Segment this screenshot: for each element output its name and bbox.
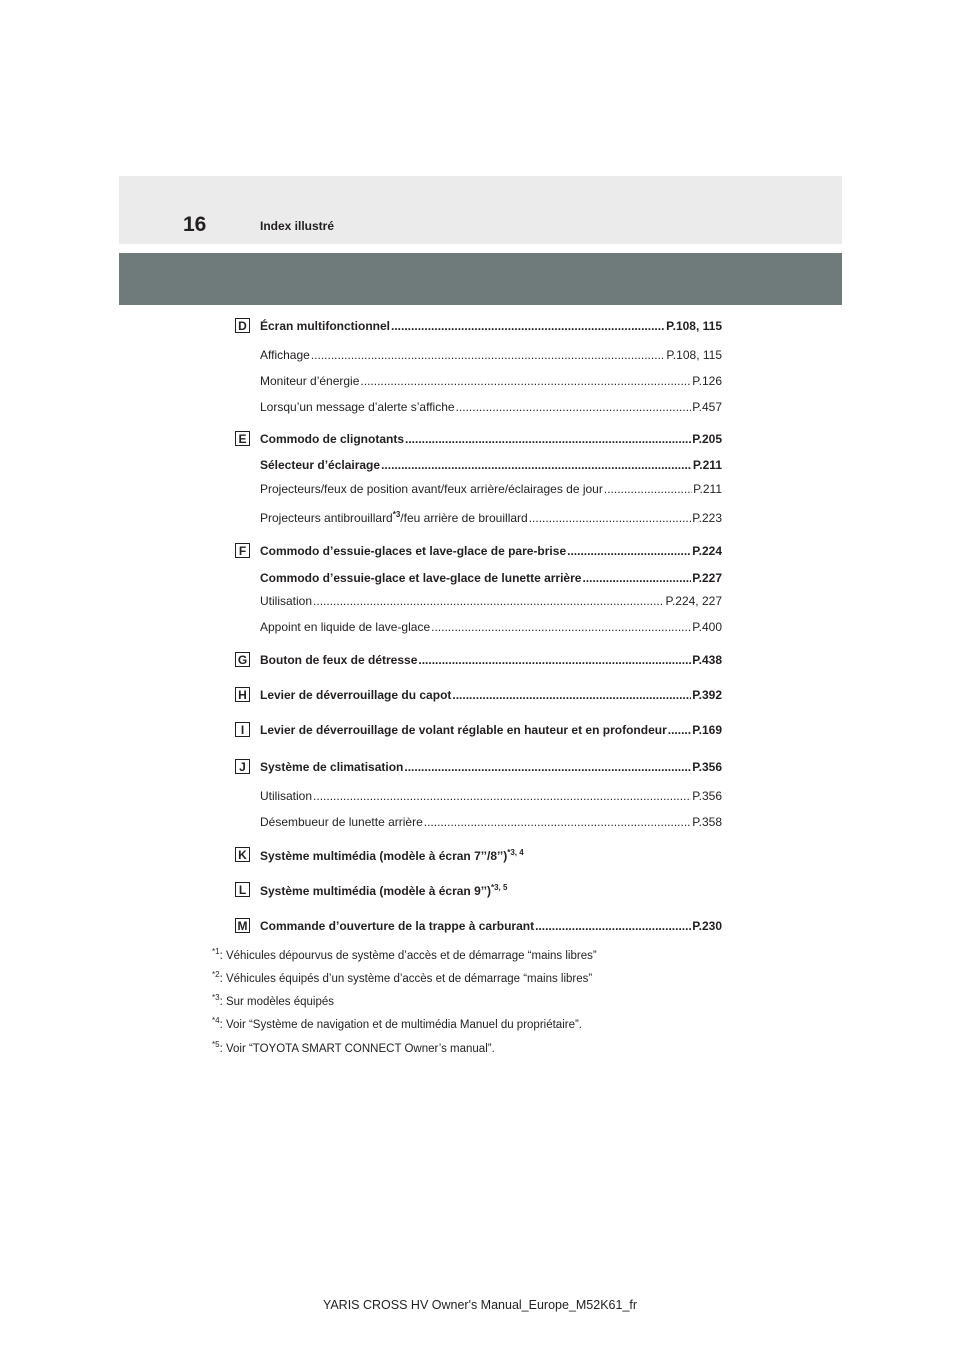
entry-label: Désembueur de lunette arrière xyxy=(260,815,423,829)
section-letter-badge: M xyxy=(235,918,250,933)
index-entry[interactable] xyxy=(260,688,722,702)
index-entry[interactable] xyxy=(260,620,722,634)
footnote xyxy=(212,1016,582,1031)
page-reference-link[interactable]: P.108, 115 xyxy=(666,319,722,333)
section-letter-badge: I xyxy=(235,722,250,737)
index-entry[interactable] xyxy=(260,458,722,472)
footnote-marker: *3 xyxy=(392,510,401,519)
footnote-marker: *2 xyxy=(212,970,220,979)
index-entry[interactable] xyxy=(260,723,722,737)
entry-label: Sélecteur d’éclairage xyxy=(260,458,381,472)
index-entry[interactable] xyxy=(260,815,722,829)
leader-dots xyxy=(431,620,691,634)
footnote-marker: *3, 4 xyxy=(507,848,524,857)
leader-dots xyxy=(668,723,691,737)
leader-dots xyxy=(567,544,691,558)
page-reference-link[interactable]: P.224, 227 xyxy=(665,594,722,608)
index-entry[interactable] xyxy=(260,348,722,362)
leader-dots xyxy=(404,760,691,774)
index-entry[interactable] xyxy=(260,432,722,446)
header-band xyxy=(119,176,842,244)
leader-dots xyxy=(529,511,691,525)
footnote-marker: *4 xyxy=(212,1016,220,1025)
footnote-marker: *3, 5 xyxy=(490,883,508,892)
page-reference-link[interactable]: P.356 xyxy=(692,760,722,774)
entry-label: Commande d’ouverture de la trappe à carburant xyxy=(260,919,535,933)
page-reference-link[interactable]: P.392 xyxy=(692,688,722,702)
footnote-marker: *3 xyxy=(212,993,220,1002)
leader-dots xyxy=(456,400,692,414)
entry-label: Utilisation xyxy=(260,594,313,608)
footer-text: YARIS CROSS HV Owner's Manual_Europe_M52K61_fr xyxy=(322,1298,638,1312)
entry-label: Commodo d’essuie-glace et lave-glace de lunette arrière xyxy=(260,571,582,585)
page-reference-link[interactable]: P.457 xyxy=(692,400,722,414)
page-reference-link[interactable]: P.211 xyxy=(692,458,722,472)
leader-dots xyxy=(452,688,691,702)
entry-label: Système multimédia (modèle à écran 9’’)$^{*3, 5}$ xyxy=(260,883,508,898)
page-reference-link[interactable]: P.227 xyxy=(692,571,722,585)
index-entry[interactable] xyxy=(260,919,722,933)
entry-label: Projecteurs/feux de position avant/feux arrière/éclairages de jour xyxy=(260,482,603,496)
index-entry[interactable] xyxy=(260,760,722,774)
index-entry[interactable] xyxy=(260,400,722,414)
page-reference-link[interactable]: P.358 xyxy=(692,815,722,829)
entry-label: Lorsqu’un message d’alerte s’affiche xyxy=(260,400,455,414)
entry-label: Appoint en liquide de lave-glace xyxy=(260,620,431,634)
entry-label: Projecteurs antibrouillard$^{*3}$/feu arrière de brouillard xyxy=(260,510,528,525)
index-entry[interactable] xyxy=(260,789,722,803)
footnote-marker: *5 xyxy=(212,1040,220,1049)
page-reference-link[interactable]: P.108, 115 xyxy=(666,348,722,362)
section-title: Index illustré xyxy=(260,219,335,233)
page-reference-link[interactable]: P.205 xyxy=(692,432,722,446)
section-letter-badge: J xyxy=(235,759,250,774)
leader-dots xyxy=(424,815,691,829)
page-reference-link[interactable]: P.356 xyxy=(692,789,722,803)
page-reference-link[interactable]: P.169 xyxy=(692,723,722,737)
entry-label: Utilisation xyxy=(260,789,313,803)
leader-dots xyxy=(582,571,691,585)
page-reference-link[interactable]: P.211 xyxy=(693,482,722,496)
index-entry[interactable] xyxy=(260,571,722,585)
entry-label: Bouton de feux de détresse xyxy=(260,653,418,667)
leader-dots xyxy=(405,432,691,446)
footnote xyxy=(212,947,597,962)
leader-dots xyxy=(313,594,664,608)
leader-dots xyxy=(604,482,692,496)
index-entry[interactable] xyxy=(260,544,722,558)
page-reference-link[interactable]: P.438 xyxy=(692,653,722,667)
grey-banner xyxy=(119,253,842,305)
index-entry[interactable] xyxy=(260,848,722,863)
page-reference-link[interactable]: P.230 xyxy=(692,919,722,933)
page-number: 16 xyxy=(183,213,207,236)
section-letter-badge: H xyxy=(235,687,250,702)
footnote-marker: *1 xyxy=(212,947,220,956)
index-entry[interactable] xyxy=(260,374,722,388)
index-entry[interactable] xyxy=(260,510,722,525)
index-entry[interactable] xyxy=(260,883,722,898)
entry-label: Commodo d’essuie-glaces et lave-glace de pare-brise xyxy=(260,544,567,558)
footnote-text: : Voir “TOYOTA SMART CONNECT Owner’s manual”. xyxy=(219,1042,495,1055)
section-letter-badge: L xyxy=(235,882,250,897)
footnote-text: : Véhicules dépourvus de système d’accès et de démarrage “mains libres” xyxy=(219,949,597,962)
footnote xyxy=(212,970,592,985)
entry-label: Écran multifonctionnel xyxy=(260,319,391,333)
section-letter-badge: E xyxy=(235,431,250,446)
section-letter-badge: K xyxy=(235,847,250,862)
entry-label: Commodo de clignotants xyxy=(260,432,404,446)
leader-dots xyxy=(418,653,691,667)
footnote-text: : Voir “Système de navigation et de multimédia Manuel du propriétaire”. xyxy=(219,1018,582,1031)
index-entry[interactable] xyxy=(260,482,722,496)
leader-dots xyxy=(535,919,691,933)
page-reference-link[interactable]: P.223 xyxy=(692,511,722,525)
page-reference-link[interactable]: P.224 xyxy=(692,544,722,558)
entry-label: Levier de déverrouillage de volant réglable en hauteur et en profondeur xyxy=(260,723,667,737)
index-entry[interactable] xyxy=(260,653,722,667)
section-letter-badge: D xyxy=(235,318,250,333)
entry-label: Levier de déverrouillage du capot xyxy=(260,688,452,702)
index-entry[interactable] xyxy=(260,594,722,608)
footnote xyxy=(212,1040,495,1055)
leader-dots xyxy=(360,374,691,388)
footnote-text: : Véhicules équipés d’un système d’accès et de démarrage “mains libres” xyxy=(219,972,593,985)
entry-label: Moniteur d’énergie xyxy=(260,374,360,388)
leader-dots xyxy=(313,789,691,803)
leader-dots xyxy=(311,348,666,362)
entry-label: Affichage xyxy=(260,348,310,362)
entry-label: Système multimédia (modèle à écran 7’’/8’’)$^{*3, 4}$ xyxy=(260,848,524,863)
page-reference-link[interactable]: P.126 xyxy=(692,374,722,388)
index-entry[interactable] xyxy=(260,319,722,333)
section-letter-badge: G xyxy=(235,652,250,667)
leader-dots xyxy=(391,319,665,333)
section-letter-badge: F xyxy=(235,543,250,558)
footnote-text: : Sur modèles équipés xyxy=(219,995,334,1008)
entry-label: Système de climatisation xyxy=(260,760,404,774)
leader-dots xyxy=(381,458,692,472)
page-reference-link[interactable]: P.400 xyxy=(692,620,722,634)
footnote xyxy=(212,993,334,1008)
